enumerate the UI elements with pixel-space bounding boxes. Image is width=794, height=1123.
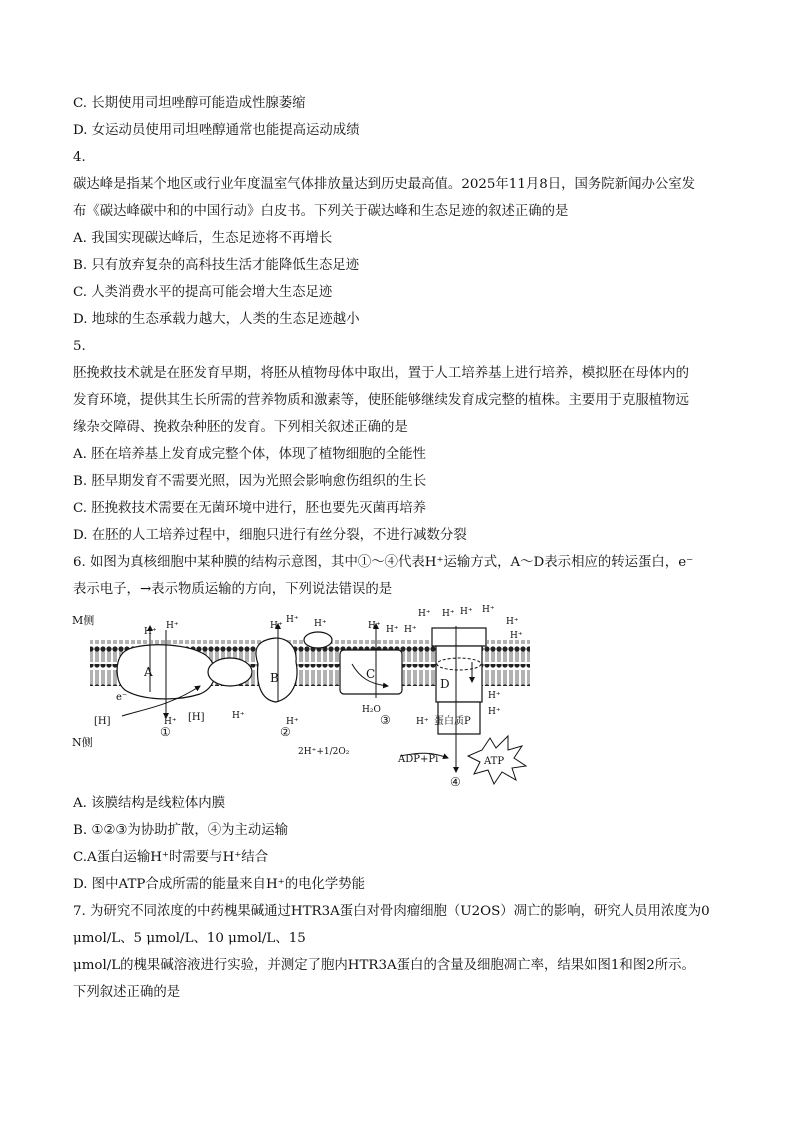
option-6a: A. 该膜结构是线粒体内膜 bbox=[73, 796, 226, 811]
option-6d: D. 图中ATP合成所需的能量来自H⁺的电化学势能 bbox=[73, 877, 366, 892]
protein-c-label: C bbox=[366, 667, 376, 681]
route-2-label: ② bbox=[280, 725, 291, 739]
option-5b: B. 胚早期发育不需要光照，因为光照会影响愈伤组织的生长 bbox=[73, 474, 427, 489]
question-7-stem-2: μmol/L、5 μmol/L、10 μmol/L、15 bbox=[73, 931, 306, 946]
oxygen-label: 2H⁺+1/2O₂ bbox=[298, 747, 350, 757]
nadh-label: [H] bbox=[94, 716, 111, 727]
h-plus-label: H⁺ bbox=[442, 609, 455, 619]
question-5-stem-2: 发育环境，提供其生长所需的营养物质和激素等，使胚能够继续发育成完整的植株。主要用于克服植物远 bbox=[73, 393, 689, 408]
option-3d: D. 女运动员使用司坦唑醇通常也能提高运动成绩 bbox=[73, 123, 360, 138]
option-6c: C.A蛋白运输H⁺时需要与H⁺结合 bbox=[73, 850, 269, 865]
route-1-label: ① bbox=[160, 725, 171, 739]
h-plus-label: H⁺ bbox=[482, 605, 495, 615]
option-4a: A. 我国实现碳达峰后，生态足迹将不再增长 bbox=[73, 231, 333, 246]
question-7-stem-4: 下列叙述正确的是 bbox=[73, 985, 181, 1000]
question-7-stem-1: 7. 为研究不同浓度的中药槐果碱通过HTR3A蛋白对骨肉瘤细胞（U2OS）凋亡的影响，研究人员用浓度为0 bbox=[73, 904, 710, 919]
option-4c: C. 人类消费水平的提高可能会增大生态足迹 bbox=[73, 285, 333, 300]
h-plus-label: H⁺ bbox=[166, 621, 179, 631]
question-6-stem-2: 表示电子，→表示物质运输的方向，下列说法错误的是 bbox=[73, 582, 393, 597]
question-5-number: 5. bbox=[73, 339, 86, 354]
protein-d-label: D bbox=[440, 677, 450, 691]
option-5a: A. 胚在培养基上发育成完整个体，体现了植物细胞的全能性 bbox=[73, 447, 426, 462]
h-plus-label: H⁺ bbox=[416, 717, 429, 727]
question-6-stem-1: 6. 如图为真核细胞中某种膜的结构示意图，其中①～④代表H⁺运输方式，A～D表示相应的转运蛋白，e⁻ bbox=[73, 555, 694, 570]
h-plus-label: H⁺ bbox=[510, 631, 523, 641]
h-plus-label: H⁺ bbox=[386, 625, 399, 635]
water-label: H₂O bbox=[362, 705, 381, 715]
h-plus-label: H⁺ bbox=[144, 627, 157, 637]
question-7-stem-3: μmol/L的槐果碱溶液进行实验，并测定了胞内HTR3A蛋白的含量及细胞凋亡率，结果如图1和图2所示。 bbox=[73, 958, 695, 973]
atp-label: ATP bbox=[484, 756, 505, 767]
h-plus-label: H⁺ bbox=[418, 609, 431, 619]
electron-label: e⁻ bbox=[116, 692, 128, 703]
option-6b: B. ①②③为协助扩散，④为主动运输 bbox=[73, 823, 289, 838]
h-plus-label: H⁺ bbox=[460, 607, 473, 617]
question-4-number: 4. bbox=[73, 150, 86, 165]
option-5d: D. 在胚的人工培养过程中，细胞只进行有丝分裂，不进行减数分裂 bbox=[73, 528, 467, 543]
h-plus-label: H⁺ bbox=[232, 711, 245, 721]
option-4b: B. 只有放弃复杂的高科技生活才能降低生态足迹 bbox=[73, 258, 360, 273]
protein-a-label: A bbox=[144, 665, 153, 679]
adp-label: ADP+Pi bbox=[398, 754, 439, 765]
n-side-label: N侧 bbox=[72, 736, 93, 749]
option-3c: C. 长期使用司坦唑醇可能造成性腺萎缩 bbox=[73, 96, 306, 111]
membrane-diagram bbox=[70, 602, 550, 790]
route-3-label: ③ bbox=[380, 713, 391, 727]
protein-p-label: 蛋白质P bbox=[434, 716, 471, 727]
question-4-stem-1: 碳达峰是指某个地区或行业年度温室气体排放量达到历史最高值。2025年11月8日，国务院新闻办公室发 bbox=[73, 177, 696, 192]
h-plus-label: H⁺ bbox=[488, 691, 501, 701]
protein-b-label: B bbox=[270, 671, 279, 685]
question-5-stem-1: 胚挽救技术就是在胚发育早期，将胚从植物母体中取出，置于人工培养基上进行培养，模拟胚在母体内的 bbox=[73, 366, 689, 381]
h-plus-label: H⁺ bbox=[404, 625, 417, 635]
h-plus-label: H⁺ bbox=[286, 615, 299, 625]
h-plus-label: H⁺ bbox=[506, 617, 519, 627]
h-plus-label: H⁺ bbox=[368, 621, 381, 631]
question-4-stem-2: 布《碳达峰碳中和的中国行动》白皮书。下列关于碳达峰和生态足迹的叙述正确的是 bbox=[73, 204, 569, 219]
nadh-label: [H] bbox=[188, 712, 205, 723]
question-5-stem-3: 缘杂交障碍、挽救杂种胚的发育。下列相关叙述正确的是 bbox=[73, 420, 408, 435]
h-plus-label: H⁺ bbox=[286, 717, 299, 727]
route-4-label: ④ bbox=[450, 775, 461, 789]
h-plus-label: H⁺ bbox=[270, 621, 283, 631]
option-4d: D. 地球的生态承载力越大，人类的生态足迹越小 bbox=[73, 312, 360, 327]
h-plus-label: H⁺ bbox=[314, 619, 327, 629]
m-side-label: M侧 bbox=[72, 614, 95, 627]
h-plus-label: H⁺ bbox=[164, 717, 177, 727]
h-plus-label: H⁺ bbox=[488, 707, 501, 717]
option-5c: C. 胚挽救技术需要在无菌环境中进行，胚也要先灭菌再培养 bbox=[73, 501, 427, 516]
